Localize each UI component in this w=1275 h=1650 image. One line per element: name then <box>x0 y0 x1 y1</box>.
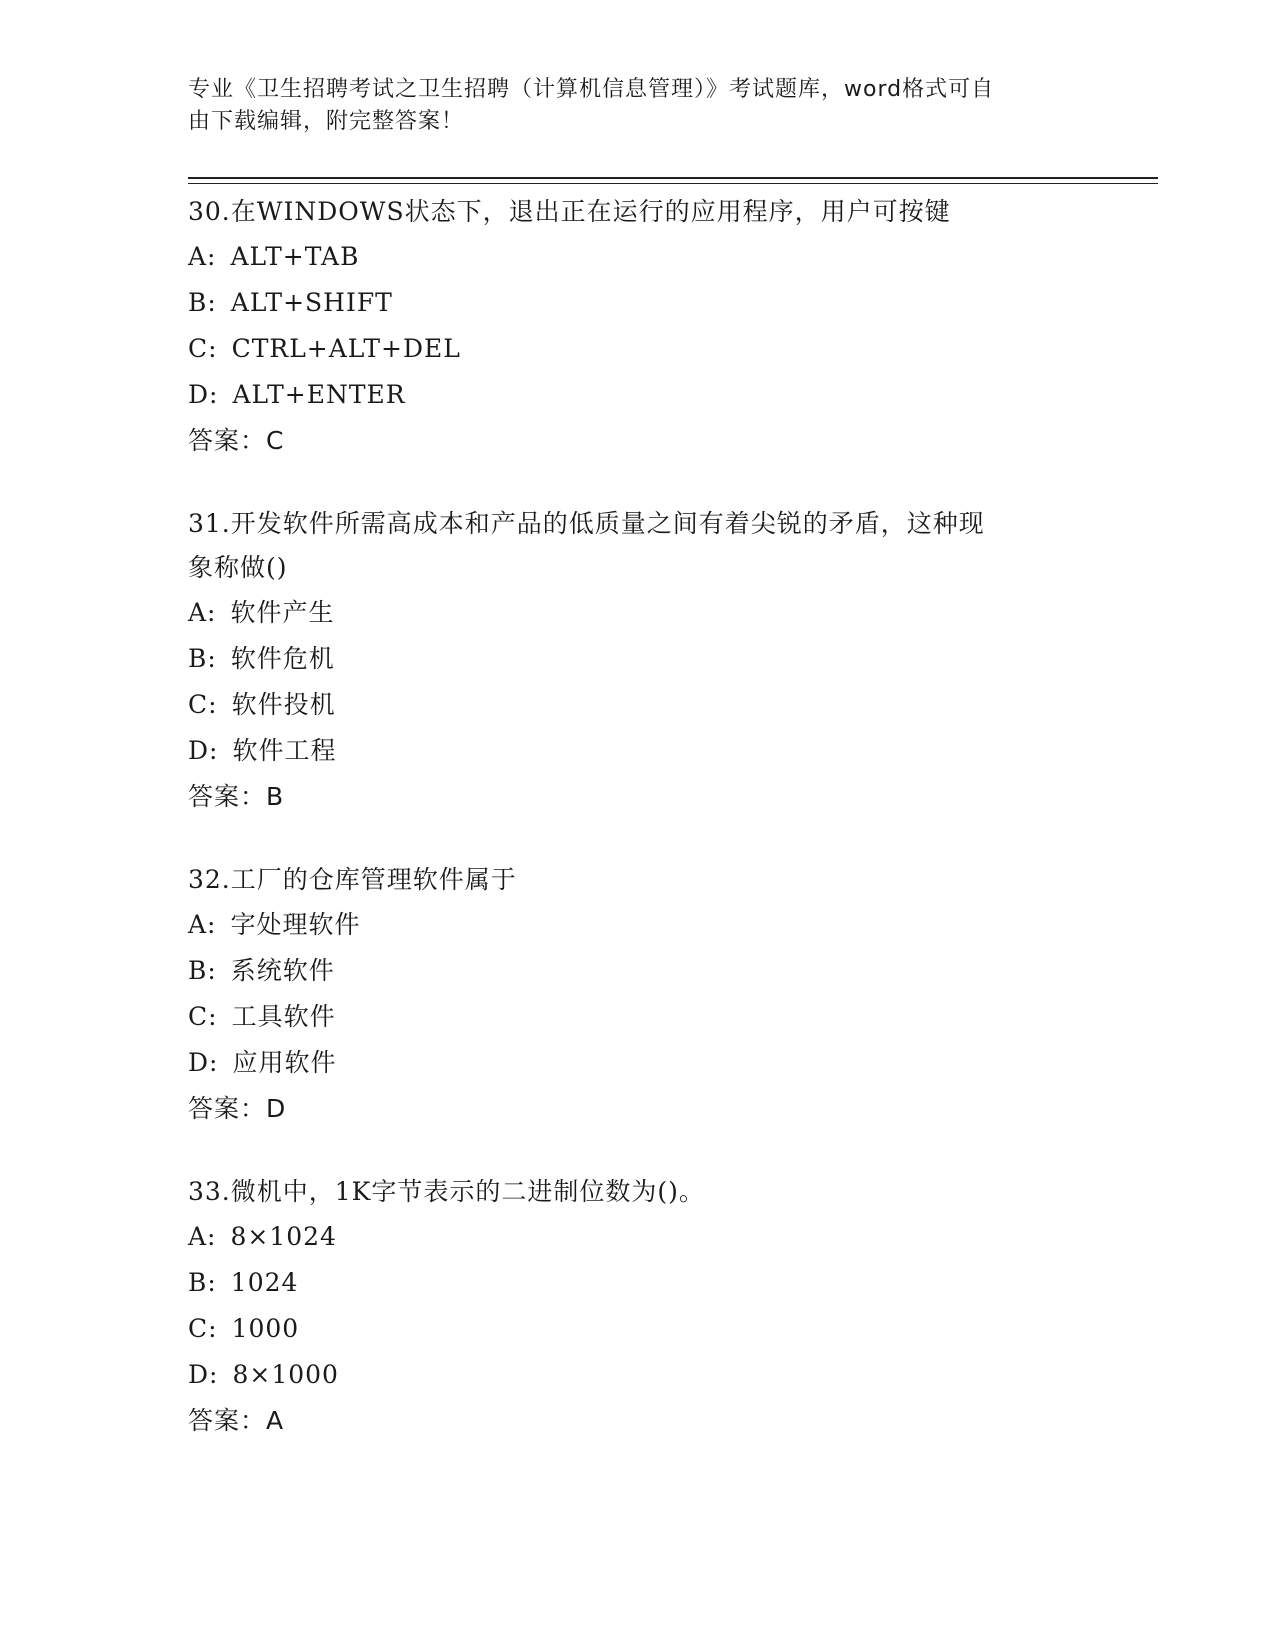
option-text: 工具软件 <box>231 1002 336 1031</box>
option-letter: D: <box>188 1048 219 1077</box>
option-text: 1000 <box>231 1314 300 1343</box>
option-b <box>188 280 1088 326</box>
option-d <box>188 372 1088 418</box>
option-letter: A: <box>188 598 217 627</box>
option-letter: B: <box>188 956 217 985</box>
question-33 <box>188 1170 1088 1444</box>
option-letter: C: <box>188 690 218 719</box>
answer-line: 答案：C <box>188 426 285 455</box>
option-b <box>188 636 1088 682</box>
option-b <box>188 948 1088 994</box>
question-text-continued: 象称做() <box>188 553 288 582</box>
question-text: 31.开发软件所需高成本和产品的低质量之间有着尖锐的矛盾，这种现 <box>188 509 985 538</box>
header-divider-thin <box>188 183 1158 184</box>
option-d <box>188 1352 1088 1398</box>
option-c <box>188 994 1088 1040</box>
option-letter: A: <box>188 910 217 939</box>
header-line-2: 由下载编辑，附完整答案！ <box>188 109 465 134</box>
option-text: 软件工程 <box>232 736 337 765</box>
option-d <box>188 728 1088 774</box>
option-letter: B: <box>188 288 217 317</box>
document-header <box>188 74 1068 138</box>
answer-line: 答案：B <box>188 782 285 811</box>
option-text: ALT+SHIFT <box>230 288 393 317</box>
option-c <box>188 682 1088 728</box>
header-divider-thick <box>188 177 1158 179</box>
option-text: CTRL+ALT+DEL <box>231 334 461 363</box>
answer-line: 答案：A <box>188 1406 285 1435</box>
option-text: 1024 <box>230 1268 299 1297</box>
option-text: 软件产生 <box>230 598 335 627</box>
question-30 <box>188 190 1088 464</box>
option-text: 软件投机 <box>231 690 336 719</box>
option-text: 软件危机 <box>230 644 335 673</box>
option-c <box>188 326 1088 372</box>
question-text: 30.在WINDOWS状态下，退出正在运行的应用程序，用户可按键 <box>188 197 951 226</box>
option-a <box>188 1214 1088 1260</box>
option-c <box>188 1306 1088 1352</box>
option-a <box>188 590 1088 636</box>
header-line-1: 专业《卫生招聘考试之卫生招聘（计算机信息管理）》考试题库，word格式可自 <box>188 77 995 102</box>
option-text: 8×1024 <box>230 1222 337 1251</box>
question-text: 33.微机中，1K字节表示的二进制位数为()。 <box>188 1177 705 1206</box>
option-text: ALT+ENTER <box>232 380 406 409</box>
option-letter: A: <box>188 242 217 271</box>
option-text: 8×1000 <box>232 1360 339 1389</box>
option-letter: B: <box>188 644 217 673</box>
option-letter: D: <box>188 380 219 409</box>
option-letter: C: <box>188 334 218 363</box>
option-letter: D: <box>188 1360 219 1389</box>
question-list <box>188 190 1088 1482</box>
option-a <box>188 234 1088 280</box>
option-text: 字处理软件 <box>230 910 361 939</box>
option-letter: D: <box>188 736 219 765</box>
option-text: 系统软件 <box>230 956 335 985</box>
answer-line: 答案：D <box>188 1094 287 1123</box>
option-d <box>188 1040 1088 1086</box>
question-32 <box>188 858 1088 1132</box>
question-31 <box>188 502 1088 820</box>
question-text: 32.工厂的仓库管理软件属于 <box>188 865 517 894</box>
option-text: ALT+TAB <box>230 242 360 271</box>
option-letter: A: <box>188 1222 217 1251</box>
option-a <box>188 902 1088 948</box>
option-letter: C: <box>188 1314 218 1343</box>
option-b <box>188 1260 1088 1306</box>
option-letter: B: <box>188 1268 217 1297</box>
option-text: 应用软件 <box>232 1048 337 1077</box>
option-letter: C: <box>188 1002 218 1031</box>
